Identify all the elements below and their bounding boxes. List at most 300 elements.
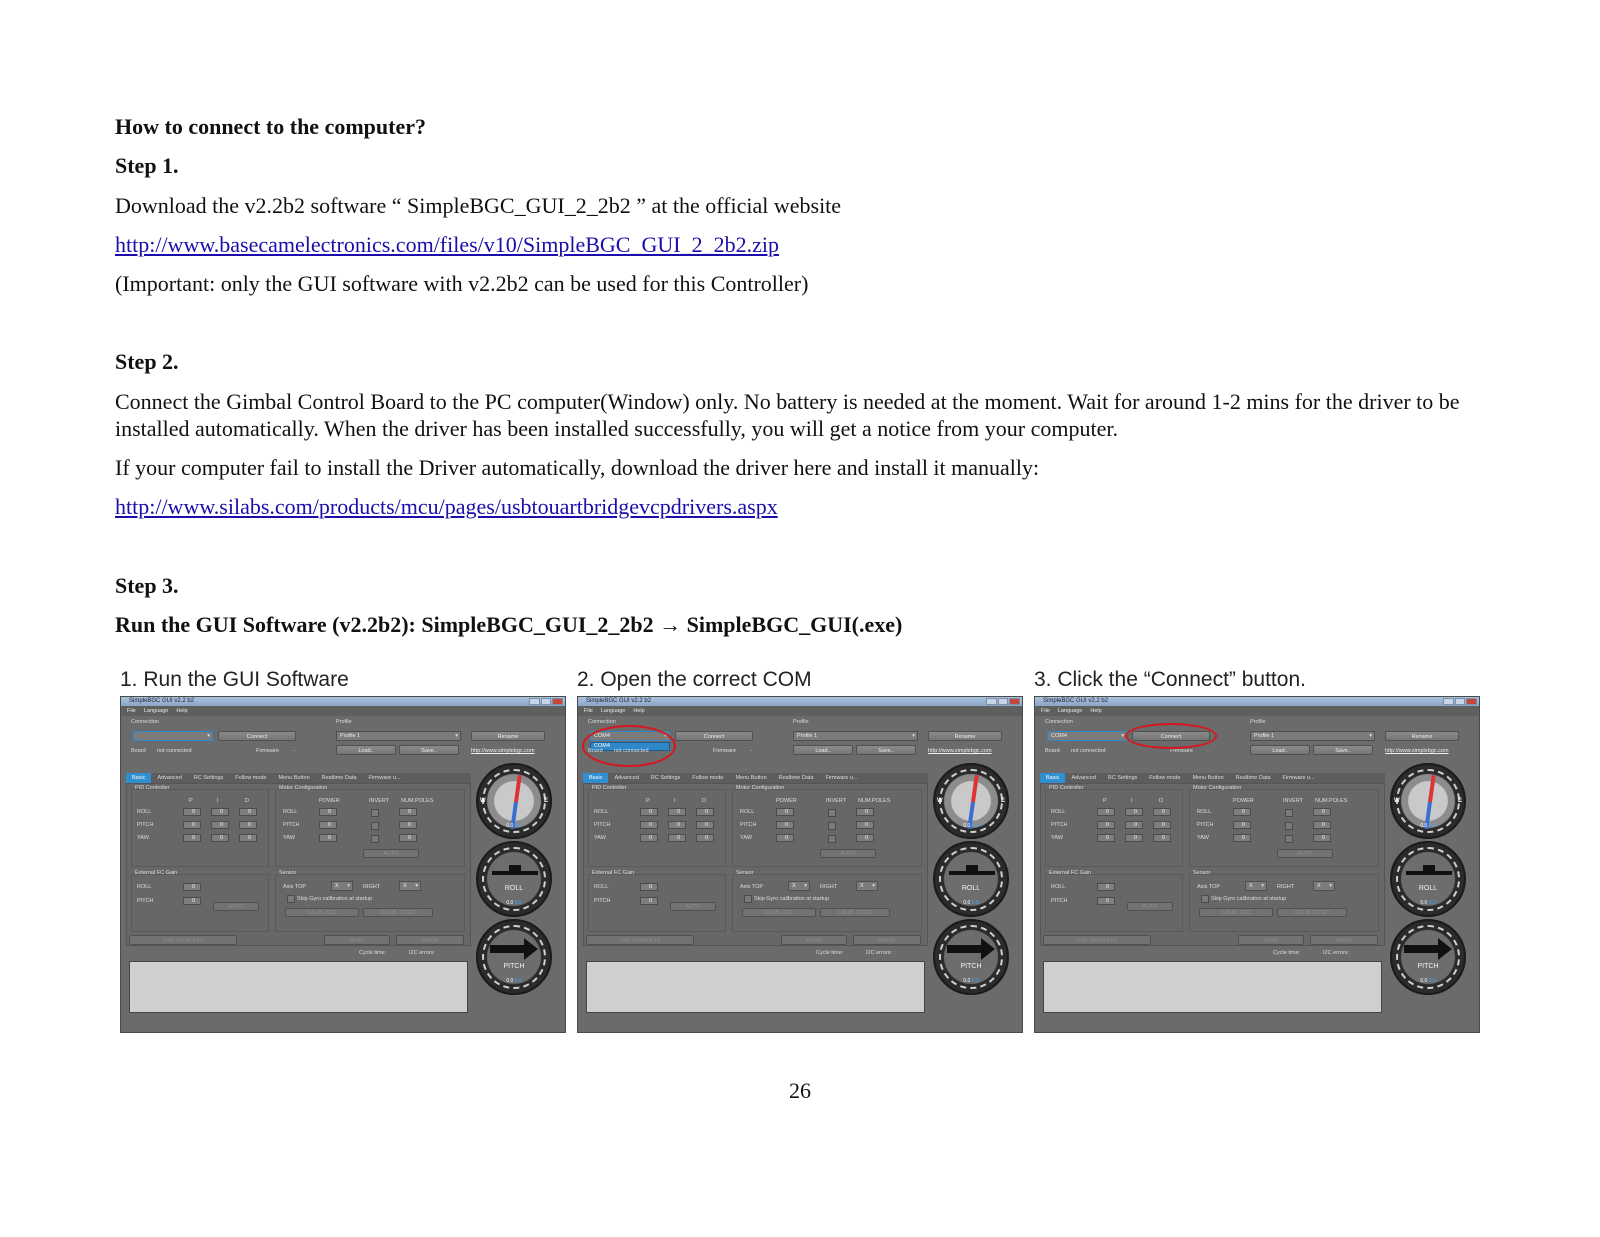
- axis-top-label: Axis TOP: [1197, 884, 1221, 890]
- motor-axis-label: PITCH: [283, 822, 300, 828]
- reading-a: 0.0: [506, 823, 514, 829]
- step1-download-link[interactable]: http://www.basecamelectronics.com/files/v10/SimpleBGC_GUI_2_2b2.zip: [115, 232, 779, 257]
- invert-checkbox[interactable]: [1285, 822, 1293, 830]
- right-label: RIGHT: [363, 884, 381, 890]
- connect-button[interactable]: Connect: [218, 731, 296, 741]
- motor-title: Motor Configuration: [1193, 785, 1242, 791]
- poles-spinner[interactable]: 0: [856, 808, 874, 816]
- motor-axis-label: PITCH: [740, 822, 757, 828]
- board-status: not connected: [1071, 748, 1106, 754]
- poles-spinner[interactable]: 0: [856, 834, 874, 842]
- menu-bar: [1035, 706, 1479, 716]
- menu-file[interactable]: File: [1041, 708, 1050, 714]
- pid-col-header: P: [189, 798, 193, 804]
- pid-spinner[interactable]: 0: [183, 821, 201, 829]
- roll-dial-label: ROLL: [1418, 885, 1438, 892]
- pid-spinner[interactable]: 0: [696, 821, 714, 829]
- tab-bar: [583, 773, 928, 783]
- cycle-time-label: Cycle time:: [359, 950, 387, 956]
- extfc-axis-label: ROLL: [1051, 884, 1066, 890]
- close-icon[interactable]: [1466, 698, 1477, 705]
- pitch-reading: [935, 978, 1007, 984]
- page-heading: How to connect to the computer?: [115, 114, 426, 139]
- extfc-axis-label: PITCH: [594, 898, 611, 904]
- pid-spinner[interactable]: 0: [183, 834, 201, 842]
- tab-5[interactable]: Realtime Data: [1235, 775, 1271, 781]
- tab-4[interactable]: Menu Button: [735, 775, 767, 781]
- axis-top-value: X: [792, 883, 796, 889]
- invert-checkbox[interactable]: [1285, 835, 1293, 843]
- window-titlebar: [578, 697, 1022, 706]
- firmware-value: -: [1207, 748, 1209, 754]
- tab-6[interactable]: Firmware u...: [368, 775, 401, 781]
- pid-axis-label: ROLL: [594, 809, 609, 815]
- tab-1[interactable]: Advanced: [157, 775, 182, 781]
- tab-1[interactable]: Advanced: [614, 775, 639, 781]
- connect-button[interactable]: Connect: [1132, 731, 1210, 741]
- tab-3[interactable]: Follow mode: [235, 775, 267, 781]
- extfc-spinner[interactable]: 0: [183, 883, 201, 891]
- step1-title: Step 1.: [115, 153, 179, 178]
- extfc-axis-label: ROLL: [594, 884, 609, 890]
- step2-text: Connect the Gimbal Control Board to the PC computer(Window) only. No battery is needed at the moment. Wait for around 1-2 mins for the driver to be installed automatically. When the driver has been installed successfully, you will get a notice from your computer.: [115, 389, 1460, 441]
- board-status: not connected: [614, 748, 649, 754]
- connection-label: Connection: [131, 719, 159, 725]
- pid-spinner[interactable]: 0: [211, 808, 229, 816]
- tab-2[interactable]: RC Settings: [1107, 775, 1138, 781]
- compass-east: E: [1457, 798, 1462, 804]
- extfc-auto-button[interactable]: AUTO: [213, 902, 259, 911]
- extfc-spinner[interactable]: 0: [1097, 883, 1115, 891]
- pid-spinner[interactable]: 0: [668, 834, 686, 842]
- calib-acc-button[interactable]: CALIB. ACC: [742, 908, 816, 917]
- pitch-reading: [1392, 978, 1464, 984]
- horizon-icon: [492, 871, 538, 875]
- power-spinner[interactable]: 0: [1233, 834, 1251, 842]
- com-highlight-ring: [582, 725, 676, 767]
- roll-dial: [933, 841, 1009, 917]
- axis-top-value: X: [335, 883, 339, 889]
- axis-top-label: Axis TOP: [740, 884, 764, 890]
- profile-label: Profile: [1250, 719, 1266, 725]
- pid-col-header: P: [1103, 798, 1107, 804]
- roll-reading: [1392, 900, 1464, 906]
- right-select[interactable]: [1313, 881, 1335, 891]
- power-spinner[interactable]: 0: [1233, 808, 1251, 816]
- load-button[interactable]: Load..: [1250, 745, 1310, 755]
- minimize-icon[interactable]: [986, 698, 997, 705]
- tab-0[interactable]: Basic: [126, 773, 151, 783]
- window-titlebar: [121, 697, 565, 706]
- pid-spinner[interactable]: 0: [640, 834, 658, 842]
- profile-label: Profile: [336, 719, 352, 725]
- horizon-icon: [949, 871, 995, 875]
- load-button[interactable]: Load..: [793, 745, 853, 755]
- minimize-icon[interactable]: [1443, 698, 1454, 705]
- com-port-value: COM4: [594, 733, 610, 739]
- step1-text: Download the v2.2b2 software “ SimpleBGC_GUI_2_2b2 ” at the official website: [115, 193, 842, 218]
- reading-b: 0.0: [1428, 978, 1436, 984]
- pid-title: PID Controller: [135, 785, 170, 791]
- tab-5[interactable]: Realtime Data: [778, 775, 814, 781]
- pid-axis-label: PITCH: [1051, 822, 1068, 828]
- menu-help[interactable]: Help: [633, 708, 645, 714]
- tab-5[interactable]: Realtime Data: [321, 775, 357, 781]
- use-defaults-button[interactable]: USE DEFAULTS: [1043, 935, 1151, 945]
- window-controls[interactable]: [1443, 698, 1477, 705]
- firmware-value: -: [293, 748, 295, 754]
- board-label: Board: [588, 748, 603, 754]
- write-button[interactable]: WRITE: [396, 935, 464, 945]
- roll-reading: [478, 900, 550, 906]
- read-button[interactable]: READ: [1238, 935, 1304, 945]
- firmware-value: -: [750, 748, 752, 754]
- axis-top-value: X: [1249, 883, 1253, 889]
- pid-spinner[interactable]: 0: [239, 808, 257, 816]
- extfc-axis-label: PITCH: [137, 898, 154, 904]
- tab-2[interactable]: RC Settings: [650, 775, 681, 781]
- compass-west: W: [1394, 798, 1400, 804]
- motor-axis-label: ROLL: [1197, 809, 1212, 815]
- calib-gyro-button[interactable]: CALIB. GYRO: [820, 908, 890, 917]
- extfc-spinner[interactable]: 0: [183, 897, 201, 905]
- pid-axis-label: YAW: [137, 835, 149, 841]
- right-label: RIGHT: [1277, 884, 1295, 890]
- read-button[interactable]: READ: [324, 935, 390, 945]
- auto-button[interactable]: AUTO: [363, 849, 419, 858]
- motor-axis-label: YAW: [740, 835, 752, 841]
- pid-spinner[interactable]: 0: [1097, 834, 1115, 842]
- calib-gyro-button[interactable]: CALIB. GYRO: [363, 908, 433, 917]
- gui-screenshot-1: [120, 696, 566, 1033]
- power-spinner[interactable]: 0: [776, 834, 794, 842]
- extfc-title: External FC Gain: [592, 870, 635, 876]
- compass-reading: [1392, 823, 1464, 829]
- i2c-errors-label: I2C errors:: [1323, 950, 1349, 956]
- pitch-reading: [478, 978, 550, 984]
- pid-spinner[interactable]: 0: [239, 834, 257, 842]
- tab-4[interactable]: Menu Button: [1192, 775, 1224, 781]
- calib-acc-button[interactable]: CALIB. ACC: [285, 908, 359, 917]
- power-spinner[interactable]: 0: [319, 808, 337, 816]
- menu-help[interactable]: Help: [176, 708, 188, 714]
- auto-button[interactable]: AUTO: [820, 849, 876, 858]
- pid-spinner[interactable]: 0: [668, 821, 686, 829]
- pid-spinner[interactable]: 0: [1153, 834, 1171, 842]
- motor-axis-label: YAW: [1197, 835, 1209, 841]
- calib-acc-button[interactable]: CALIB. ACC: [1199, 908, 1273, 917]
- auto-button[interactable]: AUTO: [1277, 849, 1333, 858]
- menu-file[interactable]: File: [584, 708, 593, 714]
- pid-col-header: D: [702, 798, 706, 804]
- profile-label: Profile: [793, 719, 809, 725]
- reading-a: 0.0: [1420, 978, 1428, 984]
- invert-checkbox[interactable]: [371, 835, 379, 843]
- tab-bar: [1040, 773, 1385, 783]
- reading-b: 0.0: [514, 978, 522, 984]
- sensor-title: Sensor: [279, 870, 297, 876]
- pid-spinner[interactable]: 0: [183, 808, 201, 816]
- basic-panel: [583, 783, 928, 946]
- reading-b: 0.0: [971, 978, 979, 984]
- profile-value: Profile 1: [1254, 733, 1275, 739]
- step2-text2: If your computer fail to install the Driver automatically, download the driver here and install it manually:: [115, 455, 1040, 480]
- poles-spinner[interactable]: 0: [856, 821, 874, 829]
- skip-gyro-label: Skip Gyro calibration at startup: [1211, 896, 1287, 902]
- profile-select[interactable]: [1250, 731, 1375, 741]
- menu-language[interactable]: Language: [143, 708, 169, 714]
- power-spinner[interactable]: 0: [319, 821, 337, 829]
- motor-col-header: INVERT: [369, 798, 390, 804]
- compass-reading: [478, 823, 550, 829]
- pid-spinner[interactable]: 0: [1153, 821, 1171, 829]
- menu-file[interactable]: File: [127, 708, 136, 714]
- board-label: Board: [1045, 748, 1060, 754]
- pid-title: PID Controller: [592, 785, 627, 791]
- menu-language[interactable]: Language: [600, 708, 626, 714]
- extfc-auto-button[interactable]: AUTO: [1127, 902, 1173, 911]
- tab-4[interactable]: Menu Button: [278, 775, 310, 781]
- website-link[interactable]: http://www.simplebgc.com: [928, 748, 992, 754]
- tab-0[interactable]: Basic: [1040, 773, 1065, 783]
- tab-6[interactable]: Firmware u...: [1282, 775, 1315, 781]
- profile-value: Profile 1: [340, 733, 361, 739]
- invert-checkbox[interactable]: [828, 822, 836, 830]
- skip-gyro-checkbox[interactable]: [287, 895, 295, 903]
- reading-a: 0.0: [963, 823, 971, 829]
- pid-col-header: I: [217, 798, 219, 804]
- pid-col-header: D: [1159, 798, 1163, 804]
- extfc-axis-label: ROLL: [137, 884, 152, 890]
- pitch-dial-label: PITCH: [503, 963, 525, 970]
- axis-top-label: Axis TOP: [283, 884, 307, 890]
- sensor-group: [1189, 874, 1379, 932]
- use-defaults-button[interactable]: USE DEFAULTS: [586, 935, 694, 945]
- load-button[interactable]: Load..: [336, 745, 396, 755]
- website-link[interactable]: http://www.simplebgc.com: [1385, 748, 1449, 754]
- sensor-title: Sensor: [1193, 870, 1211, 876]
- right-value: X: [860, 883, 864, 889]
- power-spinner[interactable]: 0: [1233, 821, 1251, 829]
- invert-checkbox[interactable]: [371, 822, 379, 830]
- invert-checkbox[interactable]: [828, 835, 836, 843]
- firmware-label: Firmware: [256, 748, 279, 754]
- caption-2: 2. Open the correct COM: [577, 668, 812, 691]
- maximize-icon[interactable]: [541, 698, 552, 705]
- profile-select[interactable]: [793, 731, 918, 741]
- arrow-right-icon: [947, 945, 981, 953]
- pid-col-header: I: [674, 798, 676, 804]
- website-link[interactable]: http://www.simplebgc.com: [471, 748, 535, 754]
- reading-a: 0.0: [506, 900, 514, 906]
- tab-bar: [126, 773, 471, 783]
- pid-spinner[interactable]: 0: [1125, 821, 1143, 829]
- firmware-label: Firmware: [713, 748, 736, 754]
- right-select[interactable]: [856, 881, 878, 891]
- poles-spinner[interactable]: 0: [399, 821, 417, 829]
- menu-help[interactable]: Help: [1090, 708, 1102, 714]
- reading-b: 0.0: [1428, 823, 1436, 829]
- log-area[interactable]: [1043, 961, 1382, 1013]
- compass-dial: [933, 763, 1009, 839]
- extfc-auto-button[interactable]: AUTO: [670, 902, 716, 911]
- pid-axis-label: ROLL: [137, 809, 152, 815]
- pid-spinner[interactable]: 0: [668, 808, 686, 816]
- sensor-group: [732, 874, 922, 932]
- tab-3[interactable]: Follow mode: [692, 775, 724, 781]
- log-area[interactable]: [129, 961, 468, 1013]
- power-spinner[interactable]: 0: [776, 821, 794, 829]
- menu-language[interactable]: Language: [1057, 708, 1083, 714]
- pid-spinner[interactable]: 0: [1097, 808, 1115, 816]
- pid-spinner[interactable]: 0: [239, 821, 257, 829]
- cycle-time-label: Cycle time:: [1273, 950, 1301, 956]
- motor-col-header: POWER: [1233, 798, 1254, 804]
- save-button[interactable]: Save..: [856, 745, 916, 755]
- compass-west: W: [480, 798, 486, 804]
- tab-3[interactable]: Follow mode: [1149, 775, 1181, 781]
- pid-col-header: I: [1131, 798, 1133, 804]
- extfc-spinner[interactable]: 0: [640, 897, 658, 905]
- tab-0[interactable]: Basic: [583, 773, 608, 783]
- window-controls[interactable]: [986, 698, 1020, 705]
- connect-button[interactable]: Connect: [675, 731, 753, 741]
- maximize-icon[interactable]: [998, 698, 1009, 705]
- compass-east: E: [543, 798, 548, 804]
- power-spinner[interactable]: 0: [776, 808, 794, 816]
- pid-spinner[interactable]: 0: [640, 808, 658, 816]
- pid-spinner[interactable]: 0: [1125, 808, 1143, 816]
- reading-a: 0.0: [963, 900, 971, 906]
- roll-dial: [1390, 841, 1466, 917]
- invert-checkbox[interactable]: [1285, 809, 1293, 817]
- extfc-spinner[interactable]: 0: [640, 883, 658, 891]
- compass-east: E: [1000, 798, 1005, 804]
- roll-dial: [476, 841, 552, 917]
- compass-dial: [476, 763, 552, 839]
- window-title: SimpleBGC GUI v2.2 b2: [129, 698, 195, 704]
- motor-axis-label: PITCH: [1197, 822, 1214, 828]
- pid-col-header: P: [646, 798, 650, 804]
- pitch-dial: [476, 919, 552, 995]
- pitch-dial-label: PITCH: [1417, 963, 1439, 970]
- write-button[interactable]: WRITE: [1310, 935, 1378, 945]
- pid-spinner[interactable]: 0: [211, 834, 229, 842]
- close-icon[interactable]: [552, 698, 563, 705]
- poles-spinner[interactable]: 0: [1313, 808, 1331, 816]
- reading-b: 0.0: [1428, 900, 1436, 906]
- poles-spinner[interactable]: 0: [1313, 834, 1331, 842]
- pid-spinner[interactable]: 0: [1153, 808, 1171, 816]
- i2c-errors-label: I2C errors:: [866, 950, 892, 956]
- skip-gyro-label: Skip Gyro calibration at startup: [754, 896, 830, 902]
- pid-axis-label: PITCH: [137, 822, 154, 828]
- i2c-errors-label: I2C errors:: [409, 950, 435, 956]
- pid-axis-label: YAW: [594, 835, 606, 841]
- extfc-title: External FC Gain: [135, 870, 178, 876]
- axis-top-select[interactable]: [1245, 881, 1267, 891]
- skip-gyro-checkbox[interactable]: [744, 895, 752, 903]
- pid-spinner[interactable]: 0: [640, 821, 658, 829]
- menu-bar: [578, 706, 1022, 716]
- calib-gyro-button[interactable]: CALIB. GYRO: [1277, 908, 1347, 917]
- axis-top-select[interactable]: [331, 881, 353, 891]
- pid-spinner[interactable]: 0: [1097, 821, 1115, 829]
- pid-axis-label: PITCH: [594, 822, 611, 828]
- right-select[interactable]: [399, 881, 421, 891]
- compass-west: W: [937, 798, 943, 804]
- pitch-dial: [933, 919, 1009, 995]
- com-port-select[interactable]: [1047, 731, 1127, 741]
- profile-select[interactable]: [336, 731, 461, 741]
- axis-top-select[interactable]: [788, 881, 810, 891]
- caption-3: 3. Click the “Connect” button.: [1034, 668, 1306, 691]
- tab-1[interactable]: Advanced: [1071, 775, 1096, 781]
- caption-1: 1. Run the GUI Software: [120, 668, 349, 691]
- minimize-icon[interactable]: [529, 698, 540, 705]
- maximize-icon[interactable]: [1455, 698, 1466, 705]
- reading-a: 0.0: [1420, 823, 1428, 829]
- motor-col-header: POWER: [776, 798, 797, 804]
- poles-spinner[interactable]: 0: [1313, 821, 1331, 829]
- pid-axis-label: ROLL: [1051, 809, 1066, 815]
- invert-checkbox[interactable]: [371, 809, 379, 817]
- com-port-select[interactable]: [133, 731, 213, 741]
- read-button[interactable]: READ: [781, 935, 847, 945]
- poles-spinner[interactable]: 0: [399, 808, 417, 816]
- save-button[interactable]: Save..: [399, 745, 459, 755]
- basic-panel: [1040, 783, 1385, 946]
- rename-button[interactable]: Rename: [1385, 731, 1459, 741]
- step2-driver-link[interactable]: http://www.silabs.com/products/mcu/pages/usbtouartbridgevcpdrivers.aspx: [115, 494, 778, 519]
- window-controls[interactable]: [529, 698, 563, 705]
- motor-title: Motor Configuration: [736, 785, 785, 791]
- tab-2[interactable]: RC Settings: [193, 775, 224, 781]
- pid-spinner[interactable]: 0: [211, 821, 229, 829]
- pitch-dial-label: PITCH: [960, 963, 982, 970]
- rename-button[interactable]: Rename: [471, 731, 545, 741]
- close-icon[interactable]: [1009, 698, 1020, 705]
- motor-col-header: NUM.POLES: [858, 798, 891, 804]
- step3-subtitle: Run the GUI Software (v2.2b2): SimpleBGC_GUI_2_2b2 → SimpleBGC_GUI(.exe): [115, 612, 903, 637]
- pid-spinner[interactable]: 0: [696, 808, 714, 816]
- right-value: X: [403, 883, 407, 889]
- connect-highlight-ring: [1125, 723, 1217, 749]
- motor-col-header: POWER: [319, 798, 340, 804]
- reading-a: 0.0: [506, 978, 514, 984]
- pid-spinner[interactable]: 0: [696, 834, 714, 842]
- tab-6[interactable]: Firmware u...: [825, 775, 858, 781]
- extfc-spinner[interactable]: 0: [1097, 897, 1115, 905]
- motor-col-header: NUM.POLES: [401, 798, 434, 804]
- rename-button[interactable]: Rename: [928, 731, 1002, 741]
- pid-spinner[interactable]: 0: [1125, 834, 1143, 842]
- skip-gyro-checkbox[interactable]: [1201, 895, 1209, 903]
- profile-value: Profile 1: [797, 733, 818, 739]
- invert-checkbox[interactable]: [828, 809, 836, 817]
- motor-col-header: INVERT: [1283, 798, 1304, 804]
- right-value: X: [1317, 883, 1321, 889]
- power-spinner[interactable]: 0: [319, 834, 337, 842]
- skip-gyro-label: Skip Gyro calibration at startup: [297, 896, 373, 902]
- write-button[interactable]: WRITE: [853, 935, 921, 945]
- log-area[interactable]: [586, 961, 925, 1013]
- poles-spinner[interactable]: 0: [399, 834, 417, 842]
- connection-label: Connection: [1045, 719, 1073, 725]
- save-button[interactable]: Save..: [1313, 745, 1373, 755]
- motor-axis-label: ROLL: [283, 809, 298, 815]
- use-defaults-button[interactable]: USE DEFAULTS: [129, 935, 237, 945]
